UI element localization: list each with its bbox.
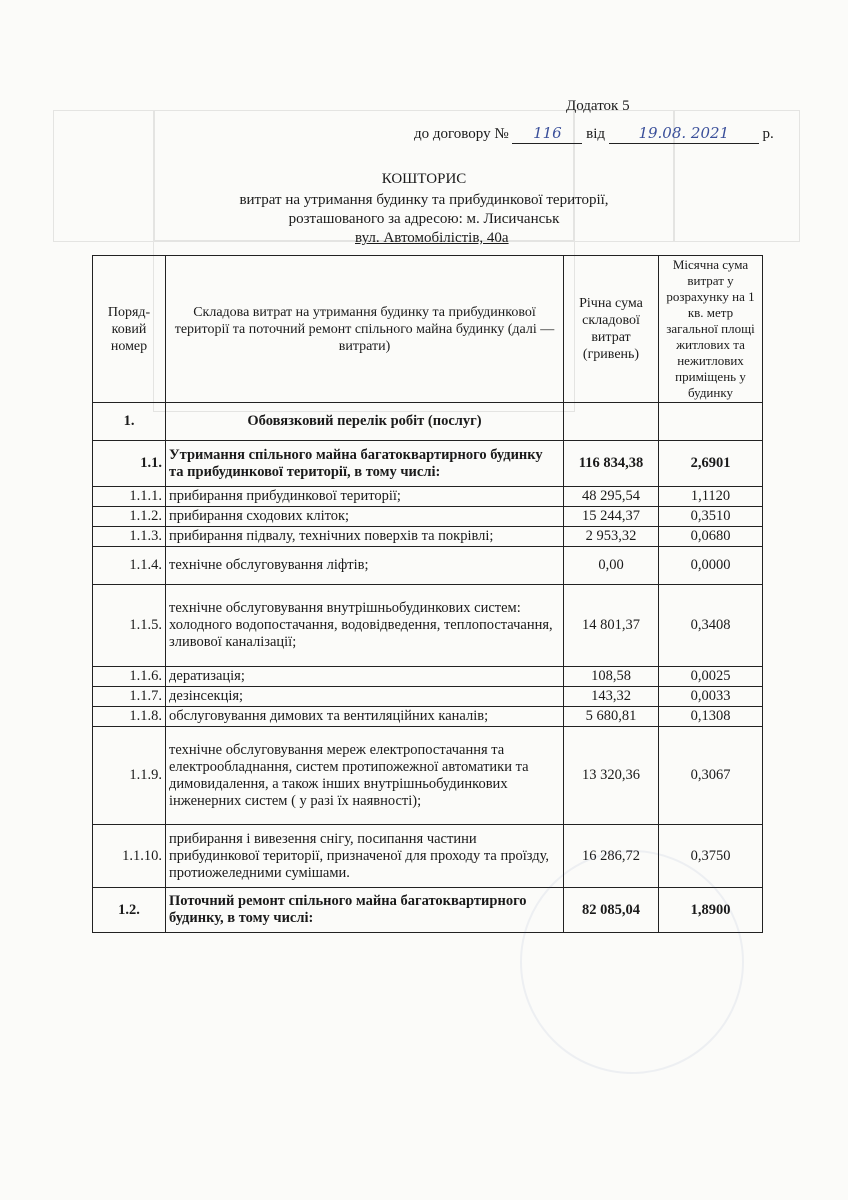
row-monthly: 0,0033 xyxy=(659,687,763,707)
document-title: КОШТОРИС xyxy=(381,171,467,187)
row-label: Утримання спільного майна багатоквартирного будинку та прибудинкової території, в тому числі: xyxy=(166,441,564,487)
row-annual: 82 085,04 xyxy=(564,888,659,933)
table-row xyxy=(93,585,763,667)
row-monthly: 2,6901 xyxy=(659,441,763,487)
row-annual: 14 801,37 xyxy=(564,585,659,667)
row-label: дезінсекція; xyxy=(166,687,564,707)
empty-cell xyxy=(564,403,659,441)
table-row xyxy=(93,707,763,727)
title-line-1: витрат на утримання будинку та прибудинкової території, xyxy=(239,192,609,208)
contract-date: 19.08. 2021 xyxy=(638,124,730,142)
title-line-3 xyxy=(355,229,509,248)
row-number: 1.1.1. xyxy=(93,487,166,507)
contract-prefix: до договору № xyxy=(414,126,509,142)
table-row xyxy=(93,547,763,585)
header-component: Складова витрат на утримання будинку та прибудинкової території та поточний ремонт спільного майна будинку (далі — витрати) xyxy=(166,256,564,403)
row-monthly: 0,3408 xyxy=(659,585,763,667)
row-number: 1.1.7. xyxy=(93,687,166,707)
section-label: Обовязковий перелік робіт (послуг) xyxy=(166,403,564,441)
row-number: 1.1. xyxy=(93,441,166,487)
section-number: 1. xyxy=(93,403,166,441)
table-row xyxy=(93,527,763,547)
row-monthly: 0,3510 xyxy=(659,507,763,527)
header-number: Поряд-ковий номер xyxy=(93,256,166,403)
row-label: обслуговування димових та вентиляційних каналів; xyxy=(166,707,564,727)
appendix-label: Додаток 5 xyxy=(566,98,630,114)
row-number: 1.1.2. xyxy=(93,507,166,527)
row-annual: 2 953,32 xyxy=(564,527,659,547)
contract-suffix: р. xyxy=(762,126,774,142)
row-number: 1.1.5. xyxy=(93,585,166,667)
row-label: Поточний ремонт спільного майна багатоквартирного будинку, в тому числі: xyxy=(166,888,564,933)
contract-date-field xyxy=(609,124,759,144)
row-number: 1.1.3. xyxy=(93,527,166,547)
row-label: прибирання сходових кліток; xyxy=(166,507,564,527)
row-annual: 13 320,36 xyxy=(564,727,659,825)
table-row xyxy=(93,441,763,487)
row-monthly: 0,1308 xyxy=(659,707,763,727)
row-annual: 108,58 xyxy=(564,667,659,687)
row-annual: 16 286,72 xyxy=(564,825,659,888)
row-annual: 15 244,37 xyxy=(564,507,659,527)
table-row xyxy=(93,667,763,687)
contract-number: 116 xyxy=(533,124,562,142)
contract-from: від xyxy=(586,126,606,142)
stamp-bleed xyxy=(520,850,744,1074)
header-annual: Річна сума складової витрат (гривень) xyxy=(564,256,659,403)
contract-line xyxy=(414,124,774,144)
row-annual: 143,32 xyxy=(564,687,659,707)
row-monthly: 0,0025 xyxy=(659,667,763,687)
table-row xyxy=(93,507,763,527)
row-monthly: 0,3067 xyxy=(659,727,763,825)
address-street: вул. Автомобілістів, 40а xyxy=(355,230,509,246)
header-monthly: Місячна сума витрат у розрахунку на 1 кв. метр загальної площі житлових та нежитлових приміщень у будинку xyxy=(659,256,763,403)
row-number: 1.2. xyxy=(93,888,166,933)
row-annual: 48 295,54 xyxy=(564,487,659,507)
row-annual: 0,00 xyxy=(564,547,659,585)
row-label: прибирання і вивезення снігу, посипання частини прибудинкової території, призначеної для проходу та проїзду, протиожеледними сумішами. xyxy=(166,825,564,888)
row-annual: 5 680,81 xyxy=(564,707,659,727)
row-label: технічне обслуговування ліфтів; xyxy=(166,547,564,585)
table-header-row xyxy=(93,256,763,403)
row-label: прибирання прибудинкової території; xyxy=(166,487,564,507)
row-label: технічне обслуговування мереж електропостачання та електрообладнання, систем протипожежної автоматики та димовидалення, а також інших внутрішньобудинкових інженерних систем ( у разі їх наявності); xyxy=(166,727,564,825)
row-monthly: 0,3750 xyxy=(659,825,763,888)
estimate-table xyxy=(92,255,763,933)
row-annual: 116 834,38 xyxy=(564,441,659,487)
row-monthly: 1,8900 xyxy=(659,888,763,933)
row-monthly: 0,0680 xyxy=(659,527,763,547)
section-row xyxy=(93,403,763,441)
row-number: 1.1.10. xyxy=(93,825,166,888)
row-label: дератизація; xyxy=(166,667,564,687)
row-number: 1.1.6. xyxy=(93,667,166,687)
row-monthly: 0,0000 xyxy=(659,547,763,585)
row-number: 1.1.8. xyxy=(93,707,166,727)
row-number: 1.1.9. xyxy=(93,727,166,825)
row-number: 1.1.4. xyxy=(93,547,166,585)
title-line-2: розташованого за адресою: м. Лисичанськ xyxy=(288,211,560,227)
row-monthly: 1,1120 xyxy=(659,487,763,507)
table-row xyxy=(93,687,763,707)
row-label: технічне обслуговування внутрішньобудинкових систем: холодного водопостачання, водовідведення, теплопостачання, зливової каналізації; xyxy=(166,585,564,667)
table-row xyxy=(93,727,763,825)
table-row xyxy=(93,487,763,507)
empty-cell xyxy=(659,403,763,441)
contract-number-field xyxy=(512,124,582,144)
row-label: прибирання підвалу, технічних поверхів та покрівлі; xyxy=(166,527,564,547)
